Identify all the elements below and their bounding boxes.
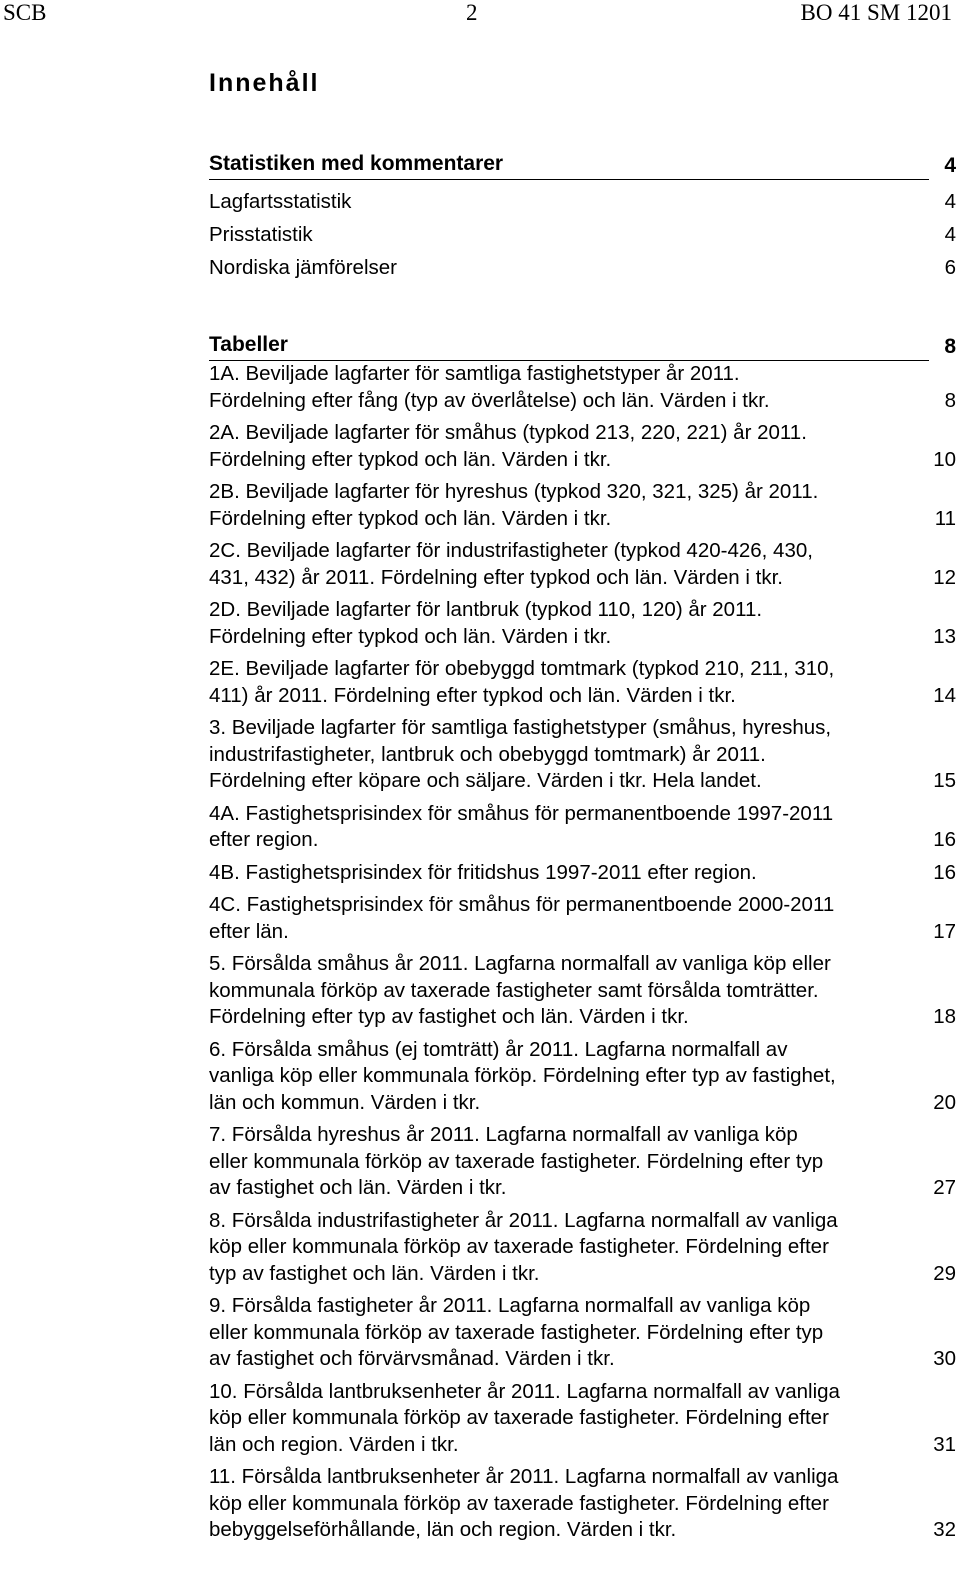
table-entry-page: 27 xyxy=(933,1176,956,1199)
toc-subsection[interactable] xyxy=(209,185,956,218)
toc-table-entry[interactable] xyxy=(209,361,956,414)
subsection-page: 4 xyxy=(944,223,956,246)
table-of-contents xyxy=(209,150,956,1544)
table-entry-line: 4B. Fastighetsprisindex för fritidshus 1997-2011 efter region. xyxy=(209,860,757,884)
table-entry-line: efter län. xyxy=(209,919,289,943)
table-entry-page: 16 xyxy=(933,860,956,884)
table-entry-line: Fördelning efter fång (typ av överlåtelse) och län. Värden i tkr. xyxy=(209,388,770,412)
toc-table-entry[interactable] xyxy=(209,951,956,1031)
table-entry-page: 29 xyxy=(933,1261,956,1285)
table-entry-line: 411) år 2011. Fördelning efter typkod och län. Värden i tkr. xyxy=(209,683,736,707)
table-entry-line: län och kommun. Värden i tkr. xyxy=(209,1090,481,1114)
table-entry-line: 1A. Beviljade lagfarter för samtliga fastighetstyper år 2011. xyxy=(209,362,740,385)
table-entry-line: köp eller kommunala förköp av taxerade fastigheter. Fördelning efter xyxy=(209,1235,829,1258)
table-entry-line: köp eller kommunala förköp av taxerade fastigheter. Fördelning efter xyxy=(209,1491,829,1515)
table-entry-text xyxy=(209,715,916,795)
table-entry-page: 32 xyxy=(933,1518,956,1541)
toc-subsection[interactable] xyxy=(209,251,956,284)
table-entry-line: 2A. Beviljade lagfarter för småhus (typkod 213, 220, 221) år 2011. xyxy=(209,421,807,444)
table-entry-line: bebyggelseförhållande, län och region. Värden i tkr. xyxy=(209,1518,677,1541)
table-entry-text xyxy=(209,538,916,591)
table-entry-page: 8 xyxy=(944,388,956,412)
table-entry-line: 9. Försålda fastigheter år 2011. Lagfarna normalfall av vanliga köp xyxy=(209,1294,811,1317)
table-entry-line: 6. Försålda småhus (ej tomträtt) år 2011. Lagfarna normalfall av xyxy=(209,1037,788,1061)
table-entry-page: 17 xyxy=(933,919,956,943)
table-entry-line: industrifastigheter, lantbruk och obebyggd tomtmark) år 2011. xyxy=(209,742,766,766)
toc-table-entry[interactable] xyxy=(209,479,956,532)
table-entry-line: 11. Försålda lantbruksenheter år 2011. Lagfarna normalfall av vanliga xyxy=(209,1465,839,1488)
section-title: Statistiken med kommentarer xyxy=(209,150,929,180)
table-entry-line: län och region. Värden i tkr. xyxy=(209,1432,459,1456)
toc-table-entry[interactable] xyxy=(209,860,956,887)
table-entry-line: 2B. Beviljade lagfarter för hyreshus (typkod 320, 321, 325) år 2011. xyxy=(209,480,819,503)
table-entry-page: 18 xyxy=(933,1005,956,1028)
table-entry-page: 12 xyxy=(933,565,956,589)
subsection-page: 6 xyxy=(944,256,956,279)
table-entry-page: 20 xyxy=(933,1090,956,1114)
section-title: Tabeller xyxy=(209,331,929,361)
table-entry-line: Fördelning efter köpare och säljare. Värden i tkr. Hela landet. xyxy=(209,769,762,792)
header-organization: SCB xyxy=(3,0,47,25)
toc-table-entry[interactable] xyxy=(209,656,956,709)
section-page: 4 xyxy=(944,154,956,177)
table-entry-page: 15 xyxy=(933,769,956,792)
table-entry-line: vanliga köp eller kommunala förköp. Fördelning efter typ av fastighet, xyxy=(209,1064,836,1087)
table-entry-line: Fördelning efter typkod och län. Värden i tkr. xyxy=(209,447,612,471)
subsection-title: Prisstatistik xyxy=(209,223,313,246)
table-entry-text xyxy=(209,1464,916,1544)
table-entry-line: 2E. Beviljade lagfarter för obebyggd tomtmark (typkod 210, 211, 310, xyxy=(209,657,835,680)
table-entry-line: 431, 432) år 2011. Fördelning efter typkod och län. Värden i tkr. xyxy=(209,565,783,589)
table-entry-text xyxy=(209,1293,916,1373)
toc-table-entry[interactable] xyxy=(209,597,956,650)
toc-section-heading[interactable] xyxy=(209,150,956,180)
table-entry-line: 5. Försålda småhus år 2011. Lagfarna normalfall av vanliga köp eller xyxy=(209,952,831,975)
table-list xyxy=(209,361,956,1544)
report-code: BO 41 SM 1201 xyxy=(800,0,952,25)
toc-table-entry[interactable] xyxy=(209,892,956,945)
table-entry-text xyxy=(209,1208,916,1288)
table-entry-text xyxy=(209,420,916,473)
table-entry-page: 14 xyxy=(933,683,956,707)
toc-table-entry[interactable] xyxy=(209,1379,956,1459)
table-entry-line: typ av fastighet och län. Värden i tkr. xyxy=(209,1261,540,1285)
table-entry-text xyxy=(209,1379,916,1459)
subsection-title: Lagfartsstatistik xyxy=(209,190,352,213)
table-entry-line: eller kommunala förköp av taxerade fastigheter. Fördelning efter typ xyxy=(209,1149,824,1173)
table-entry-line: 4C. Fastighetsprisindex för småhus för permanentboende 2000-2011 xyxy=(209,893,835,916)
table-entry-text xyxy=(209,656,916,709)
table-entry-text xyxy=(209,892,916,945)
table-entry-page: 13 xyxy=(933,624,956,648)
table-entry-line: 10. Försålda lantbruksenheter år 2011. Lagfarna normalfall av vanliga xyxy=(209,1379,840,1403)
table-entry-line: eller kommunala förköp av taxerade fastigheter. Fördelning efter typ xyxy=(209,1320,824,1344)
toc-table-entry[interactable] xyxy=(209,715,956,795)
table-entry-text xyxy=(209,860,916,887)
table-entry-line: 3. Beviljade lagfarter för samtliga fastighetstyper (småhus, hyreshus, xyxy=(209,716,832,739)
table-entry-line: av fastighet och län. Värden i tkr. xyxy=(209,1176,507,1199)
table-entry-text xyxy=(209,1122,916,1202)
toc-table-entry[interactable] xyxy=(209,1293,956,1373)
table-entry-text xyxy=(209,361,916,414)
table-entry-page: 30 xyxy=(933,1347,956,1370)
page-number: 2 xyxy=(466,0,478,25)
toc-table-entry[interactable] xyxy=(209,420,956,473)
table-entry-line: efter region. xyxy=(209,828,319,851)
toc-table-entry[interactable] xyxy=(209,1464,956,1544)
toc-table-entry[interactable] xyxy=(209,538,956,591)
toc-table-entry[interactable] xyxy=(209,1208,956,1288)
table-entry-page: 31 xyxy=(933,1432,956,1456)
toc-table-entry[interactable] xyxy=(209,1122,956,1202)
section-page: 8 xyxy=(944,335,956,358)
table-entry-line: 4A. Fastighetsprisindex för småhus för permanentboende 1997-2011 xyxy=(209,801,834,825)
toc-section-heading[interactable] xyxy=(209,331,956,361)
toc-table-entry[interactable] xyxy=(209,801,956,854)
table-entry-text xyxy=(209,801,916,854)
toc-subsection[interactable] xyxy=(209,218,956,251)
page-title: Innehåll xyxy=(209,69,320,97)
table-entry-page: 11 xyxy=(934,506,956,530)
table-entry-page: 10 xyxy=(933,447,956,471)
table-entry-text xyxy=(209,1037,916,1117)
table-entry-line: Fördelning efter typ av fastighet och län. Värden i tkr. xyxy=(209,1005,689,1028)
table-entry-line: 7. Försålda hyreshus år 2011. Lagfarna normalfall av vanliga köp xyxy=(209,1123,798,1146)
table-entry-text xyxy=(209,479,916,532)
table-entry-line: kommunala förköp av taxerade fastigheter samt försålda tomträtter. xyxy=(209,978,819,1002)
table-entry-text xyxy=(209,951,916,1031)
toc-table-entry[interactable] xyxy=(209,1037,956,1117)
table-entry-line: 2C. Beviljade lagfarter för industrifastigheter (typkod 420-426, 430, xyxy=(209,539,813,562)
table-entry-line: Fördelning efter typkod och län. Värden i tkr. xyxy=(209,506,612,530)
table-entry-line: av fastighet och förvärvsmånad. Värden i tkr. xyxy=(209,1347,615,1370)
table-entry-page: 16 xyxy=(933,828,956,851)
table-entry-line: Fördelning efter typkod och län. Värden i tkr. xyxy=(209,624,612,648)
table-entry-text xyxy=(209,597,916,650)
table-entry-line: 8. Försålda industrifastigheter år 2011. Lagfarna normalfall av vanliga xyxy=(209,1208,838,1232)
subsection-page: 4 xyxy=(944,190,956,213)
subsection-title: Nordiska jämförelser xyxy=(209,256,397,279)
table-entry-line: 2D. Beviljade lagfarter för lantbruk (typkod 110, 120) år 2011. xyxy=(209,598,763,621)
table-entry-line: köp eller kommunala förköp av taxerade fastigheter. Fördelning efter xyxy=(209,1406,829,1429)
